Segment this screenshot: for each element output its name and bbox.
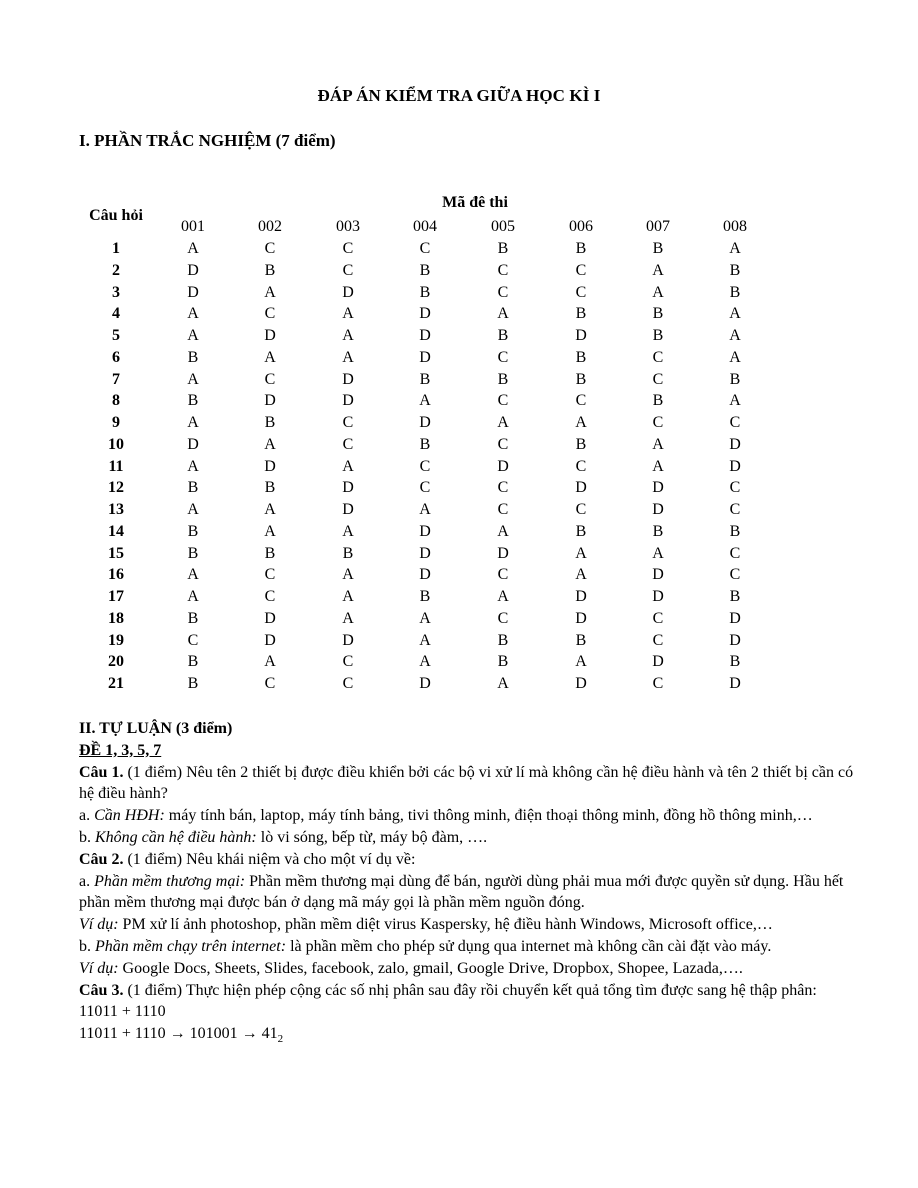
answer-cell: C [497, 392, 509, 410]
question-number: 4 [112, 305, 120, 323]
question-number: 5 [112, 327, 120, 344]
table-row [0, 349, 918, 371]
exam-code-005: 005 [491, 218, 515, 235]
question-2-label: Câu 2. [79, 850, 124, 868]
answer-cell: A [342, 609, 354, 627]
answer-cell: D [419, 675, 431, 692]
answer-label: Không cần hệ điều hành: [95, 828, 257, 846]
answer-cell: B [264, 544, 276, 562]
answer-cell: A [497, 414, 509, 431]
answer-cell: A [729, 392, 741, 410]
answer-cell: A [187, 305, 199, 323]
answer-cell: A [187, 327, 199, 344]
answer-cell: D [419, 414, 431, 431]
answer-cell: B [729, 588, 741, 605]
answer-cell: B [729, 653, 741, 671]
answer-cell: B [419, 283, 431, 301]
question-number: 17 [108, 588, 124, 605]
table-row [0, 458, 918, 480]
answer-cell: A [264, 501, 276, 518]
answer-cell: A [729, 240, 741, 257]
question-2-answer-b [79, 936, 859, 958]
answer-cell: C [342, 414, 354, 431]
answer-cell: B [187, 479, 199, 497]
answer-cell: C [264, 305, 276, 323]
answer-cell: A [187, 240, 199, 257]
answer-cell: D [342, 501, 354, 518]
answer-cell: D [729, 609, 741, 627]
answer-cell: C [342, 435, 354, 453]
answer-cell: D [729, 457, 741, 475]
answer-cell: D [652, 479, 664, 497]
answer-prefix: b. [79, 828, 95, 846]
answer-text: máy tính bán, laptop, máy tính bảng, tivi thông minh, điện thoại thông minh, đồng hồ thông minh,… [164, 807, 813, 825]
answer-cell: C [729, 544, 741, 562]
question-2 [79, 849, 859, 871]
question-number: 6 [112, 348, 120, 366]
answer-cell: A [575, 566, 587, 584]
answer-cell: B [187, 544, 199, 562]
answer-cell: C [264, 370, 276, 388]
answer-cell: B [187, 522, 199, 540]
answer-cell: A [497, 675, 509, 692]
answer-label: Cần HĐH: [94, 807, 165, 825]
answer-cell: B [575, 370, 587, 388]
answer-cell: A [652, 435, 664, 453]
answer-cell: A [264, 653, 276, 671]
exam-code-003: 003 [336, 218, 360, 235]
answer-cell: A [575, 544, 587, 562]
answer-cell: D [264, 392, 276, 410]
answer-cell: A [729, 327, 741, 344]
table-row [0, 240, 918, 262]
essay-section [79, 718, 859, 1051]
answer-cell: A [652, 544, 664, 562]
answer-cell: B [264, 479, 276, 497]
table-row [0, 284, 918, 306]
answer-cell: B [729, 261, 741, 279]
answer-cell: A [419, 392, 431, 410]
answer-cell: D [419, 305, 431, 323]
question-3-label: Câu 3. [79, 981, 124, 999]
answer-cell: A [497, 522, 509, 540]
table-row [0, 501, 918, 523]
answer-label: Phần mềm thương mại: [94, 872, 246, 890]
table-row [0, 523, 918, 545]
answer-cell: D [342, 370, 354, 388]
table-row [0, 566, 918, 588]
answer-cell: C [342, 675, 354, 692]
answer-label: Phần mềm chạy trên internet: [95, 937, 287, 955]
table-row [0, 305, 918, 327]
exam-code-007: 007 [646, 218, 670, 235]
answer-cell: C [729, 479, 741, 497]
answer-cell: B [497, 631, 509, 649]
answer-cell: D [729, 675, 741, 692]
question-1-label: Câu 1. [79, 763, 124, 781]
answer-cell: A [497, 305, 509, 323]
answer-cell: B [497, 240, 509, 257]
answer-cell: A [264, 435, 276, 453]
answer-cell: C [497, 566, 509, 584]
answer-cell: D [187, 261, 199, 279]
answer-cell: A [187, 501, 199, 518]
answer-cell: C [575, 392, 587, 410]
answer-cell: B [497, 327, 509, 344]
answer-cell: D [419, 522, 431, 540]
answer-cell: B [419, 435, 431, 453]
answer-cell: C [652, 370, 664, 388]
document-title: ĐÁP ÁN KIỂM TRA GIỮA HỌC KÌ I [317, 86, 601, 105]
question-number: 1 [112, 240, 120, 257]
answer-cell: B [575, 240, 587, 257]
table-row [0, 653, 918, 675]
section-essay-heading: II. TỰ LUẬN (3 điểm) [79, 720, 233, 737]
answer-cell: D [342, 283, 354, 301]
answer-cell: C [187, 631, 199, 649]
answer-cell: B [187, 653, 199, 671]
answer-cell: B [729, 370, 741, 388]
question-number: 13 [108, 501, 124, 518]
answer-cell: C [575, 261, 587, 279]
answer-cell: C [497, 283, 509, 301]
answer-cell: A [652, 283, 664, 301]
exam-code-004: 004 [413, 218, 437, 235]
answer-cell: D [342, 392, 354, 410]
answer-cell: B [575, 348, 587, 366]
question-2-text: (1 điểm) Nêu khái niệm và cho một ví dụ về: [123, 850, 416, 868]
question-header: Câu hỏi [89, 207, 143, 224]
answer-cell: A [497, 588, 509, 605]
answer-cell: B [575, 522, 587, 540]
question-number: 21 [108, 675, 124, 692]
answer-cell: C [652, 348, 664, 366]
question-number: 8 [112, 392, 120, 410]
answer-text: Phần mềm thương mại dùng để bán, người dùng phải mua mới được quyền sử dụng. Hầu hết phần mềm thương mại được bán ở dạng mã máy gọi là phần mềm nguồn đóng. [79, 872, 844, 912]
table-row [0, 675, 918, 697]
answer-cell: A [187, 566, 199, 584]
answer-cell: B [652, 392, 664, 410]
answer-cell: B [497, 653, 509, 671]
exam-code-008: 008 [723, 218, 747, 235]
exam-code-002: 002 [258, 218, 282, 235]
answer-cell: C [652, 414, 664, 431]
answer-cell: A [264, 283, 276, 301]
answer-cell: A [187, 457, 199, 475]
question-number: 14 [108, 522, 124, 540]
answer-cell: A [342, 588, 354, 605]
answer-cell: D [575, 327, 587, 344]
table-row [0, 327, 918, 349]
answer-cell: B [729, 283, 741, 301]
answer-cell: C [419, 479, 431, 497]
question-1-text: (1 điểm) Nêu tên 2 thiết bị được điều khiển bởi các bộ vi xử lí mà không cần hệ điều hành và tên 2 thiết bị cần có hệ điều hành? [79, 763, 854, 803]
table-row [0, 262, 918, 284]
question-number: 9 [112, 414, 120, 431]
answer-cell: C [497, 348, 509, 366]
question-1-answer-a [79, 805, 859, 827]
answer-cell: B [187, 348, 199, 366]
binary-sum-answer: 11011 + 1110 → 101001 → 41 [79, 1025, 278, 1043]
answer-cell: C [652, 609, 664, 627]
answer-cell: B [187, 609, 199, 627]
table-row [0, 545, 918, 567]
answer-cell: D [342, 479, 354, 497]
answer-cell: D [264, 327, 276, 344]
answer-cell: C [729, 414, 741, 431]
answer-cell: C [575, 457, 587, 475]
answer-cell: D [652, 566, 664, 584]
answer-cell: A [575, 653, 587, 671]
answer-cell: C [419, 240, 431, 257]
answer-cell: D [575, 479, 587, 497]
table-row [0, 479, 918, 501]
answer-cell: B [575, 631, 587, 649]
answer-prefix: a. [79, 872, 95, 890]
answer-cell: D [264, 609, 276, 627]
exam-group-label: ĐỀ 1, 3, 5, 7 [79, 741, 162, 759]
table-row [0, 436, 918, 458]
answer-cell: C [342, 261, 354, 279]
question-number: 16 [108, 566, 124, 584]
answer-cell: D [264, 457, 276, 475]
answer-cell: A [187, 370, 199, 388]
exam-code-001: 001 [181, 218, 205, 235]
table-row [0, 392, 918, 414]
answer-cell: D [419, 566, 431, 584]
answer-cell: C [497, 609, 509, 627]
answer-subscript: 2 [277, 1033, 284, 1046]
answer-cell: A [264, 348, 276, 366]
example-label: Ví dụ: [79, 959, 119, 977]
answer-cell: B [419, 261, 431, 279]
answer-cell: D [729, 631, 741, 649]
example-label: Ví dụ: [79, 916, 119, 934]
answer-cell: B [575, 435, 587, 453]
answer-cell: D [342, 631, 354, 649]
question-number: 20 [108, 653, 124, 671]
answer-cell: D [729, 435, 741, 453]
answer-cell: C [729, 501, 741, 518]
answer-cell: A [342, 348, 354, 366]
answer-cell: A [729, 348, 741, 366]
answer-prefix: b. [79, 937, 95, 955]
exam-code-006: 006 [569, 218, 593, 235]
answer-cell: A [419, 609, 431, 627]
answer-cell: C [342, 653, 354, 671]
table-row [0, 632, 918, 654]
question-number: 10 [108, 435, 124, 453]
answer-cell: C [342, 240, 354, 257]
question-number: 15 [108, 544, 124, 562]
answer-cell: B [652, 305, 664, 323]
answer-cell: C [652, 631, 664, 649]
question-3 [79, 980, 859, 1024]
answer-cell: A [187, 414, 199, 431]
answer-cell: A [652, 261, 664, 279]
answer-cell: D [187, 283, 199, 301]
table-row [0, 414, 918, 436]
section-multiple-choice-heading: I. PHẦN TRẮC NGHIỆM (7 điểm) [79, 131, 336, 150]
answer-cell: C [575, 283, 587, 301]
question-2-example-1 [79, 914, 859, 936]
answer-cell: D [419, 348, 431, 366]
table-row [0, 610, 918, 632]
exam-code-header: Mã đê thi [442, 194, 508, 211]
answer-cell: C [497, 261, 509, 279]
table-row [0, 371, 918, 393]
answer-cell: D [419, 327, 431, 344]
answer-cell: A [419, 653, 431, 671]
question-number: 3 [112, 283, 120, 301]
answer-cell: B [575, 305, 587, 323]
answer-cell: D [652, 588, 664, 605]
answer-cell: D [575, 588, 587, 605]
answer-cell: C [264, 240, 276, 257]
question-number: 11 [108, 457, 124, 475]
answer-cell: C [652, 675, 664, 692]
answer-cell: A [342, 305, 354, 323]
answer-cell: B [419, 370, 431, 388]
answer-prefix: a. [79, 807, 95, 825]
answer-cell: A [187, 588, 199, 605]
answer-text: là phần mềm cho phép sử dụng qua internet mà không cần cài đặt vào máy. [286, 937, 772, 955]
answer-cell: B [342, 544, 354, 562]
question-2-example-2 [79, 958, 859, 980]
answer-cell: D [264, 631, 276, 649]
answer-cell: D [187, 435, 199, 453]
answer-cell: C [497, 501, 509, 518]
answer-cell: C [729, 566, 741, 584]
answer-cell: A [575, 414, 587, 431]
answer-cell: A [419, 501, 431, 518]
table-row [0, 588, 918, 610]
answer-cell: A [419, 631, 431, 649]
question-number: 12 [108, 479, 124, 497]
answer-cell: A [652, 457, 664, 475]
answer-cell: C [419, 457, 431, 475]
answer-cell: B [729, 522, 741, 540]
answer-cell: D [652, 501, 664, 518]
answer-cell: B [652, 240, 664, 257]
question-number: 7 [112, 370, 120, 388]
answer-cell: A [342, 327, 354, 344]
question-3-answer [79, 1023, 859, 1051]
answer-cell: B [652, 522, 664, 540]
answer-cell: D [419, 544, 431, 562]
example-text: PM xử lí ảnh photoshop, phần mềm diệt virus Kaspersky, hệ điều hành Windows, Microsoft office,… [118, 916, 773, 934]
question-3-text: (1 điểm) Thực hiện phép cộng các số nhị phân sau đây rồi chuyển kết quả tổng tìm được sang hệ thập phân: 11011 + 1110 [79, 981, 817, 1021]
answer-cell: A [342, 522, 354, 540]
answer-cell: A [342, 566, 354, 584]
answer-cell: B [264, 414, 276, 431]
answer-cell: D [575, 609, 587, 627]
question-number: 19 [108, 631, 124, 649]
answer-cell: C [264, 588, 276, 605]
answer-cell: D [497, 457, 509, 475]
question-number: 18 [108, 609, 124, 627]
answer-cell: C [575, 501, 587, 518]
answer-cell: D [652, 653, 664, 671]
answer-cell: B [264, 261, 276, 279]
answer-cell: D [497, 544, 509, 562]
answer-cell: B [652, 327, 664, 344]
answer-cell: B [419, 588, 431, 605]
answer-cell: A [729, 305, 741, 323]
question-number: 2 [112, 261, 120, 279]
answer-cell: D [575, 675, 587, 692]
example-text: Google Docs, Sheets, Slides, facebook, zalo, gmail, Google Drive, Dropbox, Shopee, Lazada,…. [118, 959, 743, 977]
answer-cell: B [187, 675, 199, 692]
answer-text: lò vi sóng, bếp từ, máy bộ đàm, …. [256, 828, 488, 846]
answer-cell: C [497, 479, 509, 497]
answer-cell: B [497, 370, 509, 388]
question-2-answer-a [79, 871, 859, 915]
answer-cell: C [264, 566, 276, 584]
answer-cell: A [342, 457, 354, 475]
answer-cell: C [497, 435, 509, 453]
answer-cell: C [264, 675, 276, 692]
question-1 [79, 762, 859, 806]
answer-cell: A [264, 522, 276, 540]
question-1-answer-b [79, 827, 859, 849]
answer-cell: B [187, 392, 199, 410]
